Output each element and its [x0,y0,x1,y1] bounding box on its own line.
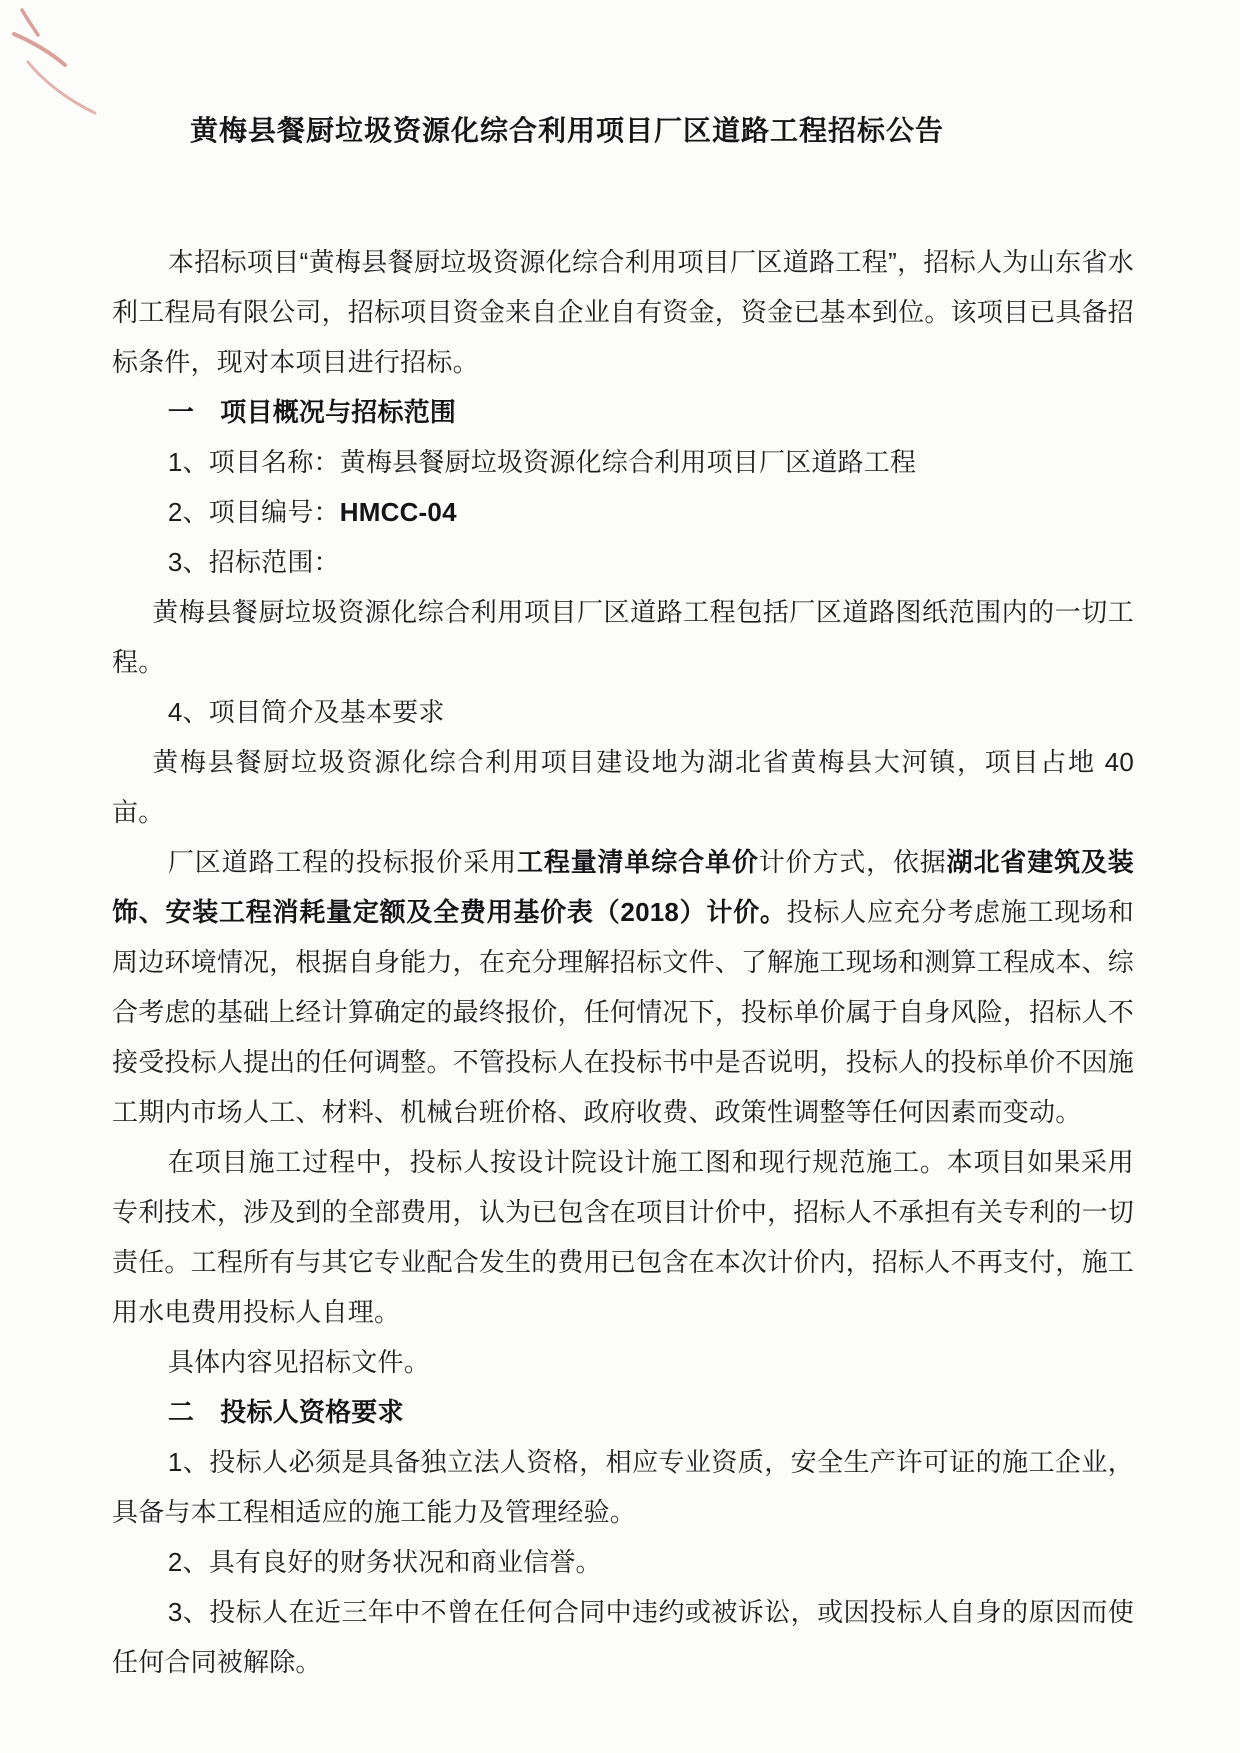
project-location: 黄梅县餐厨垃圾资源化综合利用项目建设地为湖北省黄梅县大河镇，项目占地 40 亩。 [112,747,1134,827]
document-body [112,237,1134,1687]
construction-terms: 在项目施工过程中，投标人按设计院设计施工图和现行规范施工。本项目如果采用专利技术，涉及到的全部费用，认为已包含在项目计价中，招标人不承担有关专利的一切责任。工程所有与其它专业配合发生的费用已包含在本次计价内，招标人不再支付，施工用水电费用投标人自理。 [112,1147,1134,1327]
item-bid-scope: 3、招标范围： [167,547,340,577]
item-project-brief: 4、项目简介及基本要求 [167,697,445,727]
qualification-2: 2、具有良好的财务状况和商业信誉。 [167,1547,602,1577]
document-title: 黄梅县餐厨垃圾资源化综合利用项目厂区道路工程招标公告 [189,115,944,146]
pricing-terms: 厂区道路工程的投标报价采用工程量清单综合单价计价方式，依据湖北省建筑及装饰、安装工程消耗量定额及全费用基价表（2018）计价。投标人应充分考虑施工现场和周边环境情况，根据自身能力，在充分理解招标文件、了解施工现场和测算工程成本、综合考虑的基础上经计算确定的最终报价，任何情况下，投标单价属于自身风险，招标人不接受投标人提出的任何调整。不管投标人在投标书中是否说明，投标人的投标单价不因施工期内市场人工、材料、机械台班价格、政府收费、政策性调整等任何因素而变动。 [112,847,1134,1127]
item-project-code: 2、项目编号：HMCC-04 [167,497,457,527]
item-project-name: 1、项目名称：黄梅县餐厨垃圾资源化综合利用项目厂区道路工程 [167,447,917,477]
section-2-heading: 二 投标人资格要求 [167,1397,404,1427]
section-1-heading: 一 项目概况与招标范围 [167,397,457,427]
qualification-1: 1、投标人必须是具备独立法人资格，相应专业资质，安全生产许可证的施工企业，具备与本工程相适应的施工能力及管理经验。 [112,1447,1134,1527]
see-bid-documents: 具体内容见招标文件。 [167,1347,430,1377]
qualification-3: 3、投标人在近三年中不曾在任何合同中违约或被诉讼，或因投标人自身的原因而使任何合同被解除。 [112,1597,1134,1677]
intro-paragraph: 本招标项目“黄梅县餐厨垃圾资源化综合利用项目厂区道路工程”，招标人为山东省水利工程局有限公司，招标项目资金来自企业自有资金，资金已基本到位。该项目已具备招标条件，现对本项目进行招标。 [112,247,1134,377]
bid-scope-detail: 黄梅县餐厨垃圾资源化综合利用项目厂区道路工程包括厂区道路图纸范围内的一切工程。 [112,597,1134,677]
